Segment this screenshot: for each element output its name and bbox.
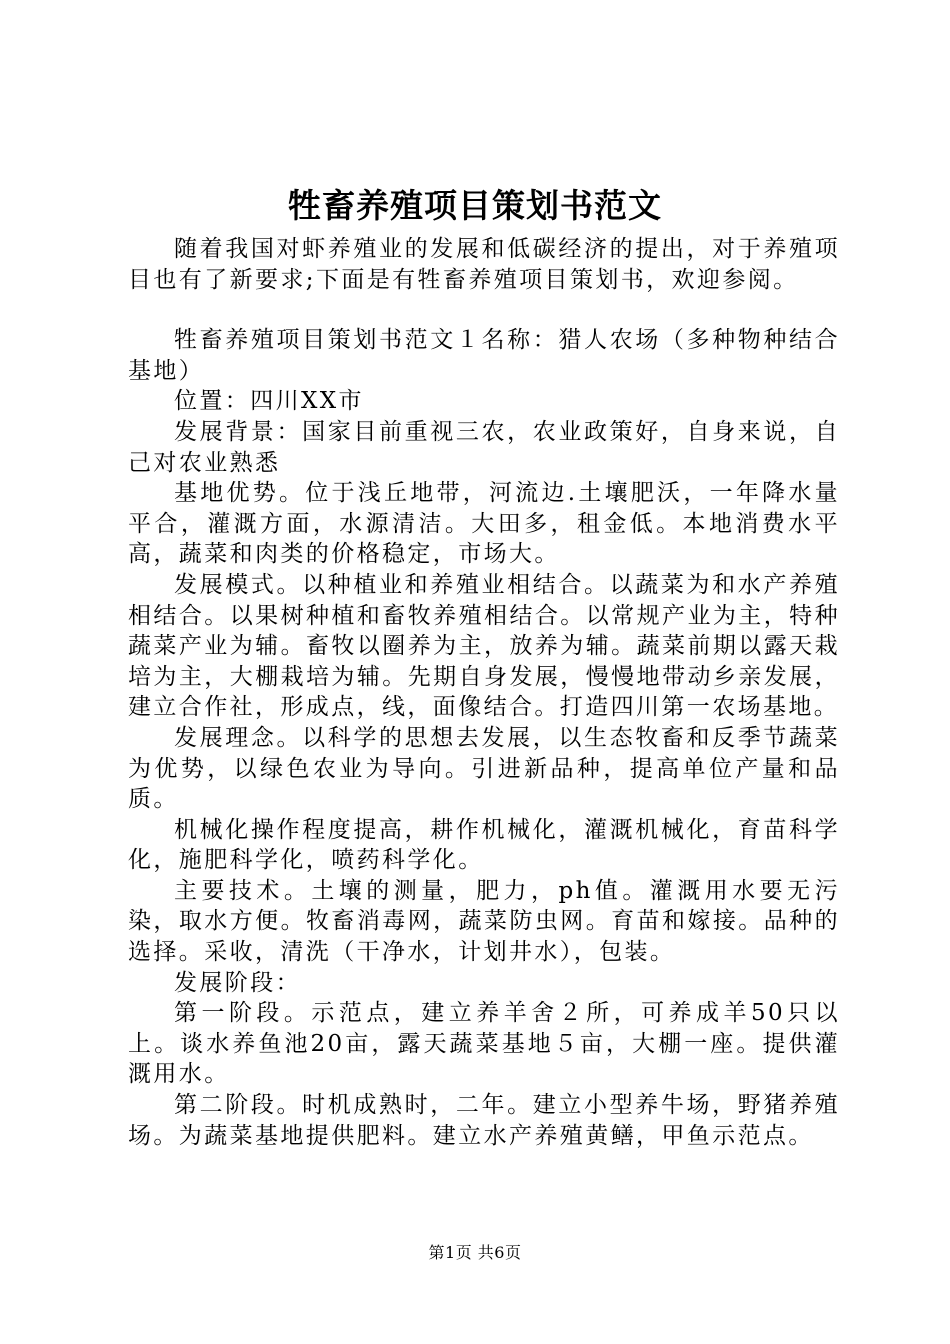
paragraph-stage-one: 第一阶段。示范点，建立养羊舍２所，可养成羊50只以上。谈水养鱼池20亩，露天蔬菜基地５亩，大棚一座。提供灌溉用水。 <box>128 1000 840 1088</box>
paragraph-background: 发展背景：国家目前重视三农，农业政策好，自身来说，自己对农业熟悉 <box>128 418 840 476</box>
paragraph-stage-two: 第二阶段。时机成熟时，二年。建立小型养牛场，野猪养殖场。为蔬菜基地提供肥料。建立水产养殖黄鳝，甲鱼示范点。 <box>128 1092 840 1149</box>
paragraph-location: 位置：四川XX市 <box>174 388 364 415</box>
paragraph-mechanization: 机械化操作程度提高，耕作机械化，灌溉机械化，育苗科学化，施肥科学化，喷药科学化。 <box>128 816 840 874</box>
paragraph-advantages: 基地优势。位于浅丘地带，河流边.土壤肥沃，一年降水量平合，灌溉方面，水源清洁。大田多，租金低。本地消费水平高，蔬菜和肉类的价格稳定，市场大。 <box>128 480 840 568</box>
paragraph-main-technology: 主要技术。土壤的测量，肥力，ph值。灌溉用水要无污染，取水方便。牧畜消毒网，蔬菜防虫网。育苗和嫁接。品种的选择。采收，清洗（干净水，计划井水），包装。 <box>128 877 840 966</box>
paragraph-project-name: 牲畜养殖项目策划书范文１名称：猎人农场（多种物种结合基地） <box>128 327 840 384</box>
page-footer: 第1页 共6页 <box>428 1243 522 1262</box>
paragraph-development-stages: 发展阶段： <box>174 969 301 996</box>
paragraph-development-concept: 发展理念。以科学的思想去发展，以生态牧畜和反季节蔬菜为优势，以绿色农业为导向。引进新品种，提高单位产量和品质。 <box>128 724 840 813</box>
paragraph-intro: 随着我国对虾养殖业的发展和低碳经济的提出，对于养殖项目也有了新要求;下面是有牲畜养殖项目策划书，欢迎参阅。 <box>128 236 840 293</box>
document-title: 牲畜养殖项目策划书范文 <box>288 186 662 225</box>
document-body <box>128 234 840 1151</box>
paragraph-development-model: 发展模式。以种植业和养殖业相结合。以蔬菜为和水产养殖相结合。以果树种植和畜牧养殖相结合。以常规产业为主，特种蔬菜产业为辅。畜牧以圈养为主，放养为辅。蔬菜前期以露天栽培为主，大棚栽培为辅。先期自身发展，慢慢地带动乡亲发展，建立合作社，形成点，线，面像结合。打造四川第一农场基地。 <box>128 571 840 721</box>
